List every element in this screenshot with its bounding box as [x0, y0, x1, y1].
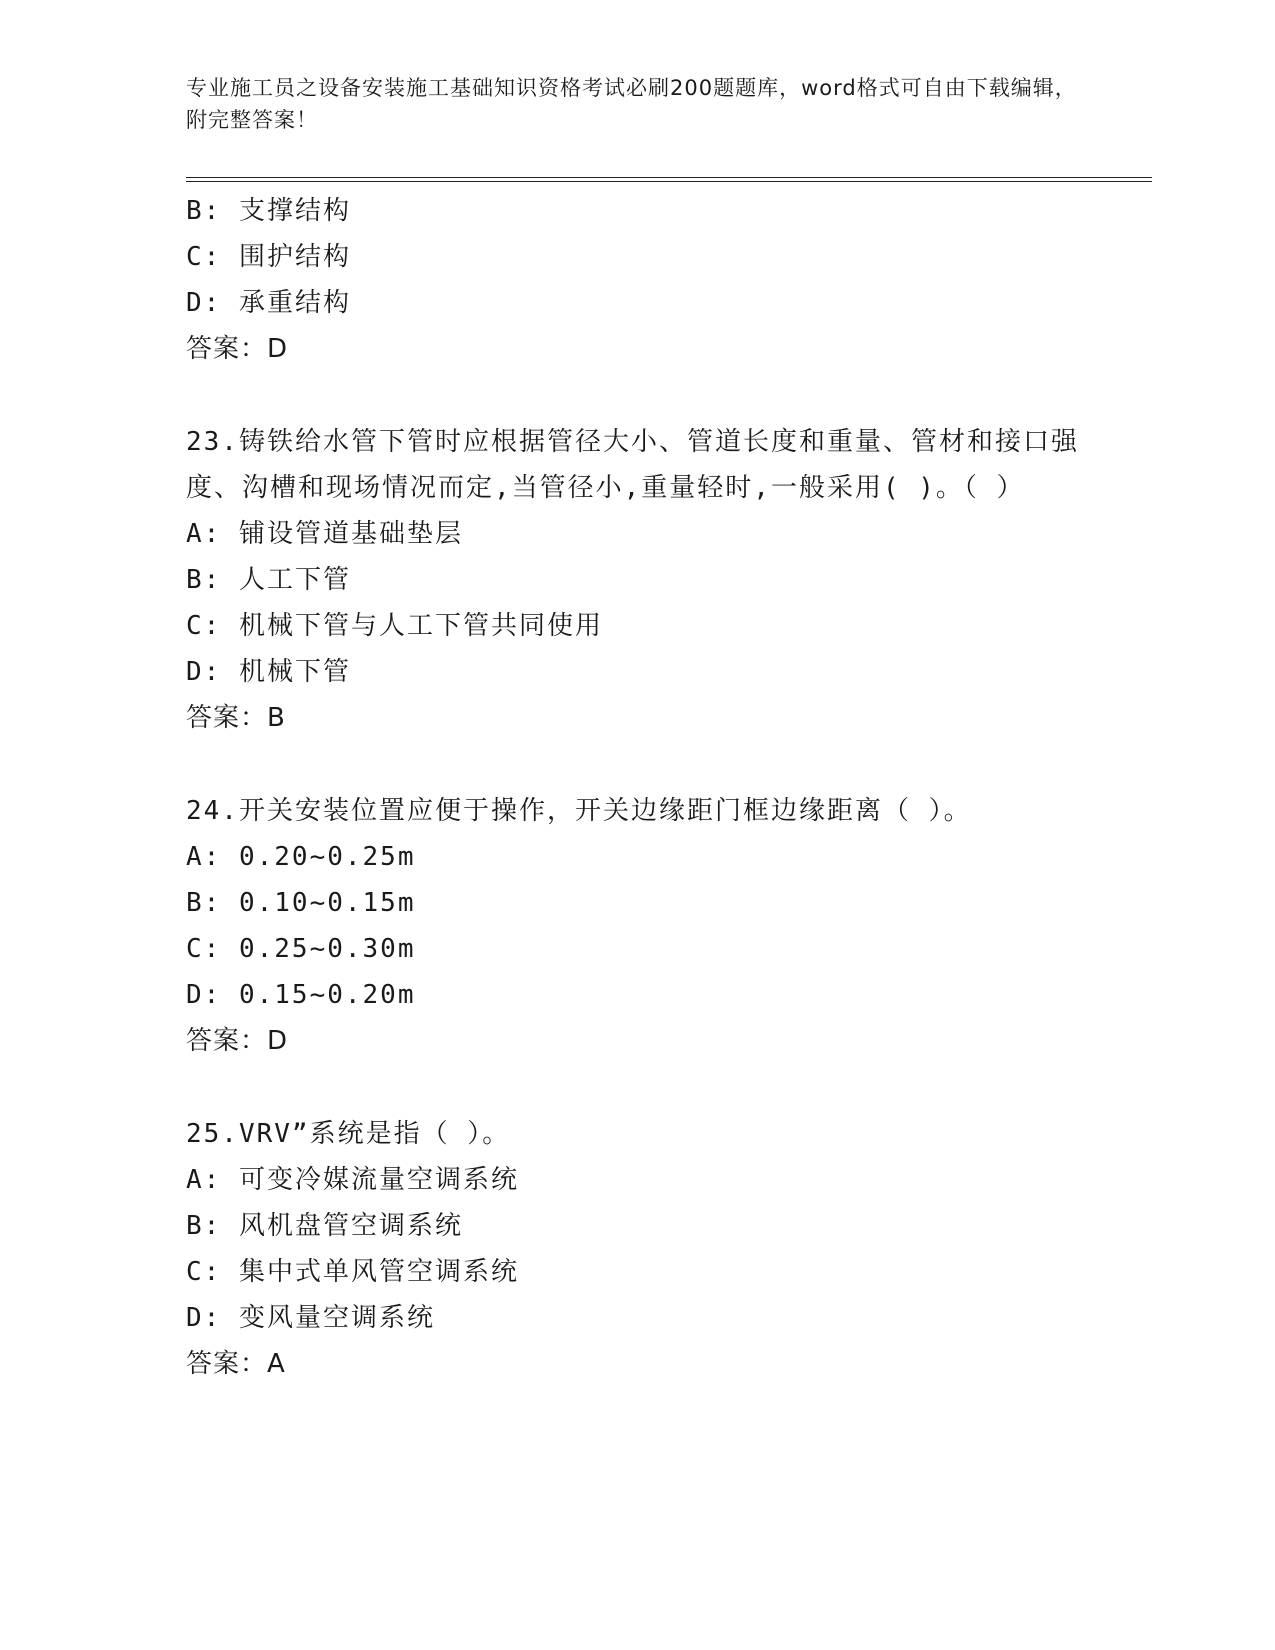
question-block-22 — [186, 188, 1126, 372]
option-d: D: 0.15~0.20m — [186, 980, 416, 1010]
question-block-24 — [186, 788, 1126, 1064]
answer-line: 答案：A — [186, 1349, 286, 1379]
option-a: A: 铺设管道基础垫层 — [186, 519, 463, 549]
header-rule-top — [186, 177, 1152, 178]
question-block-23 — [186, 419, 1126, 741]
option-b: B: 人工下管 — [186, 565, 351, 595]
option-c: C: 0.25~0.30m — [186, 934, 416, 964]
option-d: D: 机械下管 — [186, 657, 351, 687]
question-block-25 — [186, 1111, 1126, 1387]
answer-line: 答案：D — [186, 334, 289, 364]
document-header: 专业施工员之设备安装施工基础知识资格考试必刷200题题库，word格式可自由下载编辑，附完整答案！ — [186, 76, 1077, 132]
option-d: D: 承重结构 — [186, 288, 351, 318]
question-text: 24.开关安装位置应便于操作，开关边缘距门框边缘距离（ ）。 — [186, 796, 972, 826]
header-rule-bottom — [186, 181, 1152, 182]
option-b: B: 风机盘管空调系统 — [186, 1211, 463, 1241]
document-body — [186, 188, 1126, 1387]
question-text: 23.铸铁给水管下管时应根据管径大小、管道长度和重量、管材和接口强度、沟槽和现场情况而定,当管径小,重量轻时,一般采用( )。（ ） — [186, 427, 1079, 503]
option-c: C: 围护结构 — [186, 242, 351, 272]
option-b: B: 支撑结构 — [186, 196, 351, 226]
option-a: A: 可变冷媒流量空调系统 — [186, 1165, 519, 1195]
option-b: B: 0.10~0.15m — [186, 888, 416, 918]
answer-line: 答案：B — [186, 703, 286, 733]
answer-line: 答案：D — [186, 1026, 289, 1056]
option-d: D: 变风量空调系统 — [186, 1303, 435, 1333]
option-a: A: 0.20~0.25m — [186, 842, 416, 872]
option-c: C: 集中式单风管空调系统 — [186, 1257, 519, 1287]
option-c: C: 机械下管与人工下管共同使用 — [186, 611, 603, 641]
question-text: 25.VRV”系统是指（ ）。 — [186, 1119, 511, 1149]
